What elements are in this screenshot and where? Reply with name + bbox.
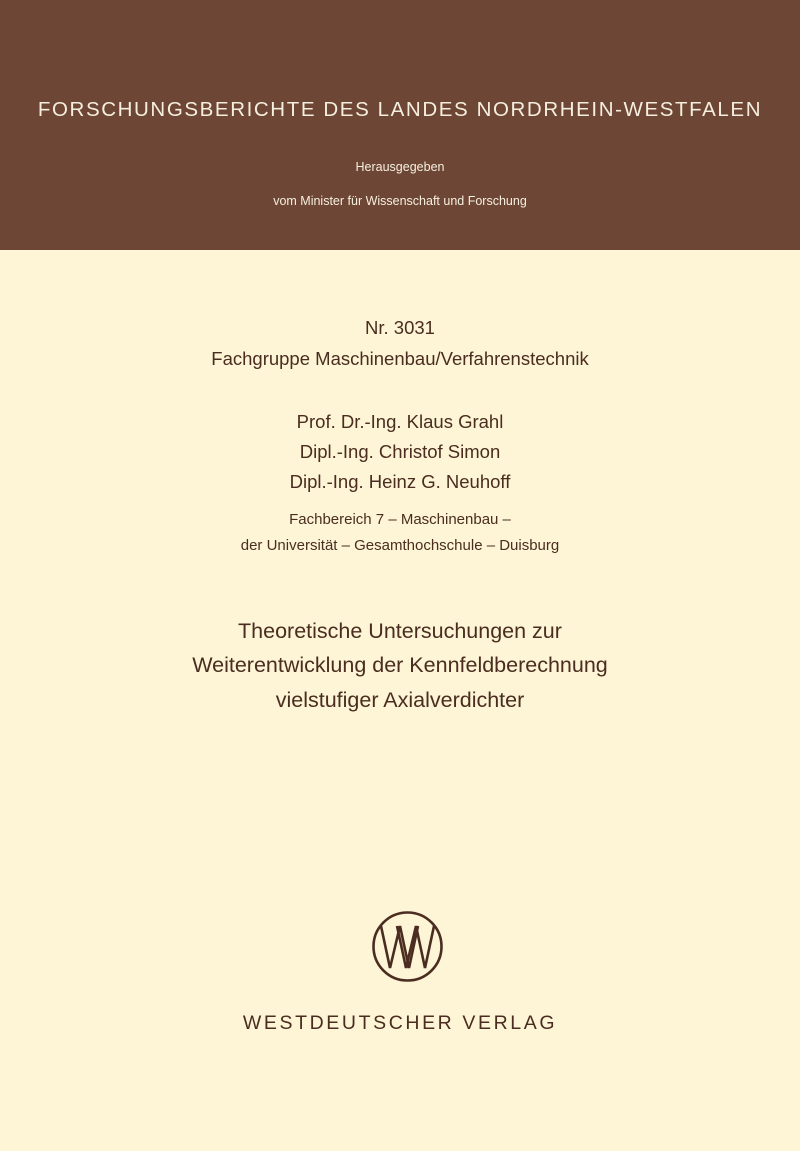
series-title: FORSCHUNGSBERICHTE DES LANDES NORDRHEIN-WESTFALEN bbox=[37, 98, 763, 121]
book-title-line-1: Theoretische Untersuchungen zur bbox=[238, 619, 562, 643]
affiliation-line-1: Fachbereich 7 – Maschinenbau – bbox=[289, 511, 511, 528]
affiliation-line-2: der Universität – Gesamthochschule – Duisburg bbox=[240, 537, 560, 554]
issued-by-label: Herausgegeben bbox=[355, 160, 445, 174]
ww-circle-logo-icon bbox=[371, 910, 444, 983]
author-1: Prof. Dr.-Ing. Klaus Grahl bbox=[296, 411, 504, 432]
book-title-line-2: Weiterentwicklung der Kennfeldberechnung bbox=[192, 653, 608, 677]
author-3: Dipl.-Ing. Heinz G. Neuhoff bbox=[289, 471, 511, 492]
subject-group: Fachgruppe Maschinenbau/Verfahrenstechnik bbox=[211, 348, 589, 369]
book-title-line-3: vielstufiger Axialverdichter bbox=[275, 688, 525, 712]
author-2: Dipl.-Ing. Christof Simon bbox=[299, 441, 501, 462]
publisher-name: WESTDEUTSCHER VERLAG bbox=[242, 1012, 558, 1034]
header-band bbox=[0, 0, 800, 250]
report-number: Nr. 3031 bbox=[365, 317, 435, 338]
ministry-label: vom Minister für Wissenschaft und Forschung bbox=[273, 194, 527, 208]
